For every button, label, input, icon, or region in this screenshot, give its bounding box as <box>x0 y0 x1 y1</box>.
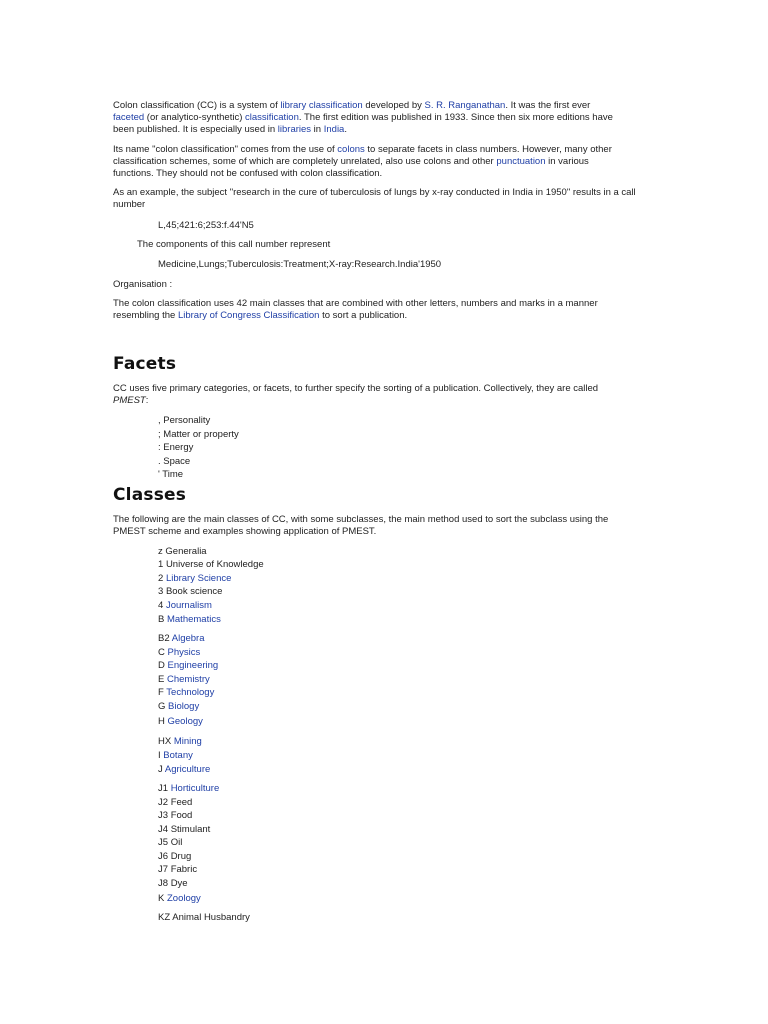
facet-item: ' Time <box>158 469 184 480</box>
class-name-link[interactable]: Botany <box>163 750 193 761</box>
class-code: J8 <box>158 878 171 889</box>
class-name: Stimulant <box>170 824 211 835</box>
class-list-item <box>158 912 250 924</box>
class-list-item <box>158 647 200 659</box>
class-code: J2 <box>158 797 171 808</box>
class-name-link[interactable]: Mathematics <box>166 614 221 625</box>
class-name-link[interactable]: Engineering <box>167 660 219 671</box>
class-list-item <box>158 573 231 585</box>
class-code: I <box>158 750 164 761</box>
class-list-item <box>158 810 192 822</box>
class-code: C <box>158 647 168 658</box>
class-list-item <box>158 586 222 598</box>
link-classification[interactable]: classification <box>245 112 299 123</box>
class-list-item <box>158 893 201 905</box>
class-name-link[interactable]: Algebra <box>171 633 205 644</box>
class-name-link[interactable]: Biology <box>168 701 200 712</box>
class-code: 3 <box>158 586 166 597</box>
facet-item: : Energy <box>158 442 194 453</box>
class-name: Fabric <box>170 864 198 875</box>
class-name-link[interactable]: Mining <box>173 736 202 747</box>
call-number: L,45;421:6;253:f.44'N5 <box>158 220 254 231</box>
organisation-label: Organisation : <box>113 279 173 290</box>
class-code: 2 <box>158 573 166 584</box>
link-colons[interactable]: colons <box>337 144 365 155</box>
facet-item: ; Matter or property <box>158 429 239 440</box>
class-code: J <box>158 764 165 775</box>
link-faceted[interactable]: faceted <box>113 112 145 123</box>
class-list-item <box>158 614 221 626</box>
classes-heading: Classes <box>113 485 187 505</box>
class-code: KZ <box>158 912 173 923</box>
class-code: J4 <box>158 824 171 835</box>
link-india[interactable]: India <box>323 124 345 135</box>
components-label: The components of this call number represent <box>137 239 331 250</box>
intro-paragraph-2: Its name "colon classification" comes from the use of colons to separate facets in class numbers. However, many other classification schemes, some of which are completely unrelated, also use colons and other punctuation in various functions. They should not be confused with colon classification. <box>113 144 612 179</box>
class-name: Generalia <box>165 546 207 557</box>
class-code: J3 <box>158 810 171 821</box>
class-list-item <box>158 864 197 876</box>
class-list-item <box>158 600 212 612</box>
link-library-classification[interactable]: library classification <box>280 100 363 111</box>
class-name-link[interactable]: Chemistry <box>166 674 210 685</box>
class-code: J1 <box>158 783 171 794</box>
class-name: Drug <box>170 851 192 862</box>
intro-paragraph-1: Colon classification (CC) is a system of library classification developed by S. R. Ranganathan. It was the first ever faceted (or analytico-synthetic) classification. The first edition was published in 1933. Since then six more editions have been published. It is especially used in libraries in India. <box>113 100 613 135</box>
class-name-link[interactable]: Physics <box>167 647 201 658</box>
class-name-link[interactable]: Technology <box>166 687 215 698</box>
class-code: J5 <box>158 837 171 848</box>
class-code: K <box>158 893 167 904</box>
facets-description: CC uses five primary categories, or facets, to further specify the sorting of a publication. Collectively, they are called PMEST: <box>113 383 599 406</box>
class-code: E <box>158 674 167 685</box>
link-punctuation[interactable]: punctuation <box>496 156 546 167</box>
class-code: G <box>158 701 169 712</box>
class-name-link[interactable]: Agriculture <box>164 764 211 775</box>
class-name: Universe of Knowledge <box>165 559 264 570</box>
facet-item: , Personality <box>158 415 211 426</box>
class-name: Dye <box>170 878 188 889</box>
class-code: J6 <box>158 851 171 862</box>
class-list-item <box>158 824 210 836</box>
class-list-item <box>158 716 203 728</box>
class-code: z <box>158 546 166 557</box>
link-libraries[interactable]: libraries <box>277 124 312 135</box>
class-list-item <box>158 546 207 558</box>
class-code: B2 <box>158 633 172 644</box>
class-name-link[interactable]: Zoology <box>166 893 201 904</box>
components-value: Medicine,Lungs;Tuberculosis:Treatment;X-ray:Research.India'1950 <box>158 259 442 270</box>
link-library-of-congress-classification[interactable]: Library of Congress Classification <box>177 310 320 321</box>
class-name: Food <box>170 810 193 821</box>
class-name: Feed <box>170 797 193 808</box>
intro-paragraph-4: The colon classification uses 42 main classes that are combined with other letters, numbers and marks in a manner resembling the Library of Congress Classification to sort a publication. <box>113 298 598 321</box>
class-list-item <box>158 764 210 776</box>
class-name-link[interactable]: Geology <box>167 716 203 727</box>
link-ranganathan[interactable]: S. R. Ranganathan <box>424 100 506 111</box>
class-name: Animal Husbandry <box>172 912 250 923</box>
intro-paragraph-3: As an example, the subject "research in the cure of tuberculosis of lungs by x-ray conducted in India in 1950" results in a call number <box>113 187 636 210</box>
class-list-item <box>158 633 205 645</box>
class-list-item <box>158 851 191 863</box>
class-code: 4 <box>158 600 166 611</box>
classes-description: The following are the main classes of CC, with some subclasses, the main method used to sort the subclass using the PMEST scheme and examples showing application of PMEST. <box>113 514 609 537</box>
class-name: Oil <box>170 837 183 848</box>
class-code: F <box>158 687 167 698</box>
class-code: J7 <box>158 864 171 875</box>
facet-item: . Space <box>158 456 191 467</box>
class-list-item <box>158 701 199 713</box>
class-list-item <box>158 797 192 809</box>
class-list-item <box>158 687 214 699</box>
class-list-item <box>158 750 193 762</box>
class-list-item <box>158 674 210 686</box>
facets-heading: Facets <box>113 354 177 374</box>
class-name: Book science <box>165 586 223 597</box>
class-code: 1 <box>158 559 166 570</box>
class-name-link[interactable]: Library Science <box>165 573 232 584</box>
class-list-item <box>158 837 182 849</box>
class-code: B <box>158 614 167 625</box>
class-list-item <box>158 736 202 748</box>
class-name-link[interactable]: Horticulture <box>170 783 220 794</box>
class-name-link[interactable]: Journalism <box>165 600 212 611</box>
class-list-item <box>158 783 219 795</box>
class-code: D <box>158 660 168 671</box>
class-code: HX <box>158 736 174 747</box>
class-list-item <box>158 559 264 571</box>
class-code: H <box>158 716 168 727</box>
class-list-item <box>158 660 218 672</box>
class-list-item <box>158 878 188 890</box>
